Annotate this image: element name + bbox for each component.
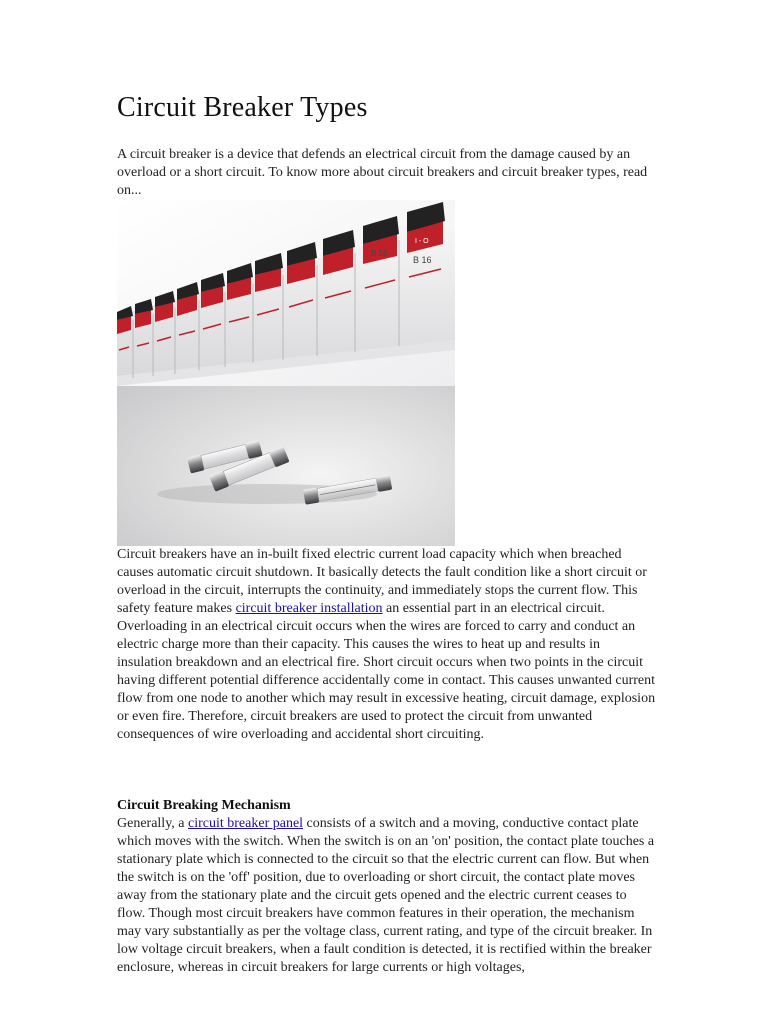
intro-paragraph: A circuit breaker is a device that defends an electrical circuit from the damage caused by an overload or a short circuit. To know more about circuit breakers and circuit breaker types, read on... (117, 147, 648, 198)
circuit-breaker-panel-image (117, 200, 455, 386)
overload-paragraph-text-1: Circuit breakers have an in-built fixed electric current load capacity which when breached causes automatic circuit shutdown. It basically detects the fault condition like a short circuit or overload in the circuit, interrupts the continuity, and immediately stops the current flow. This safety feature makes (117, 547, 647, 616)
glass-fuses-image (117, 386, 455, 546)
mechanism-paragraph (117, 815, 657, 977)
circuit-breaker-panel-link[interactable]: circuit breaker panel (188, 816, 304, 831)
mechanism-paragraph-text-1: Generally, a (117, 816, 188, 831)
breaker-rating-label: B 16 (413, 255, 432, 265)
section-heading-mechanism: Circuit Breaking Mechanism (117, 798, 291, 813)
page-title: Circuit Breaker Types (117, 92, 368, 123)
switch-onoff-label: I - O (415, 238, 429, 245)
mechanism-paragraph-text-2: consists of a switch and a moving, conductive contact plate which moves with the switch. When the switch is on an 'on' position, the contact plate touches a stationary plate which is connected to the circuit so that the electric current can flow. But when the switch is on the 'off' position, due to overloading or short circuit, the contact plate moves away from the stationary plate and the circuit gets opened and the electric current ceases to flow. Though most circuit breakers have common features in their operation, the mechanism may vary substantially as per the voltage class, current rating, and type of the circuit breaker. In low voltage circuit breakers, when a fault condition is detected, it is rectified within the breaker enclosure, whereas in circuit breakers for large currents or high voltages, (117, 816, 655, 975)
overload-paragraph (117, 546, 657, 744)
svg-text:B 16: B 16 (371, 249, 388, 258)
circuit-breaker-installation-link[interactable]: circuit breaker installation (235, 601, 383, 616)
overload-paragraph-text-2: an essential part in an electrical circuit. Overloading in an electrical circuit occurs when the wires are forced to carry and conduct an electric charge more than their capacity. This causes the wires to heat up and results in insulation breakdown and an electrical fire. Short circuit occurs when two points in the circuit having different potential difference accidentally come in contact. This causes unwanted current flow from one node to another which may result in excessive heating, circuit damage, explosion or even fire. Therefore, circuit breakers are used to protect the circuit from unwanted consequences of wire overloading and accidental short circuiting. (117, 601, 656, 742)
